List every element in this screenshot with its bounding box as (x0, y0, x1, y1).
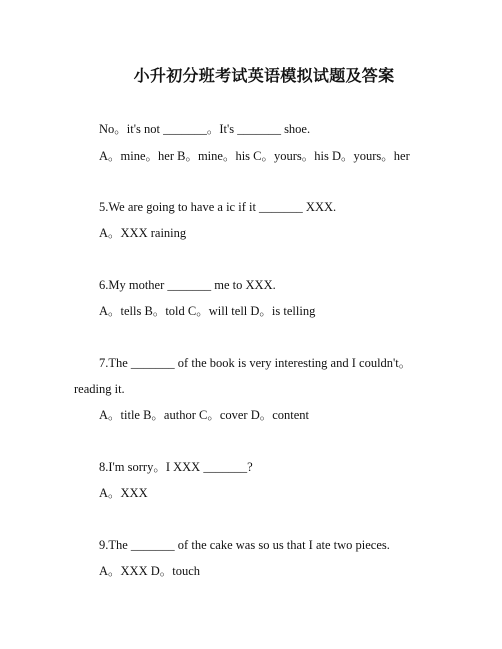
question-4-options: A。mine。her B。mine。his C。yours。his D。yours。her (99, 149, 410, 163)
question-6-text: 6.My mother _______ me to XXX. (99, 278, 276, 292)
question-8-text: 8.I'm sorry。I XXX _______? (99, 460, 253, 474)
document-title: 小升初分班考试英语模拟试题及答案 (133, 66, 395, 85)
question-7-text: 7.The _______ of the book is very interesting and I couldn't。 (99, 356, 412, 370)
question-5-text: 5.We are going to have a ic if it _______ XXX. (99, 200, 337, 214)
question-9-options: A。XXX D。touch (99, 564, 201, 578)
question-9-text: 9.The _______ of the cake was so us that I ate two pieces. (99, 538, 390, 552)
question-4-text: No。it's not _______。It's _______ shoe. (99, 122, 311, 136)
question-6-options: A。tells B。told C。will tell D。is telling (99, 304, 316, 318)
question-7-options: A。title B。author C。cover D。content (99, 408, 310, 422)
question-7-text-continued: reading it. (74, 382, 125, 396)
question-5-options: A。XXX raining (99, 226, 187, 240)
question-8-options: A。XXX (99, 486, 148, 500)
